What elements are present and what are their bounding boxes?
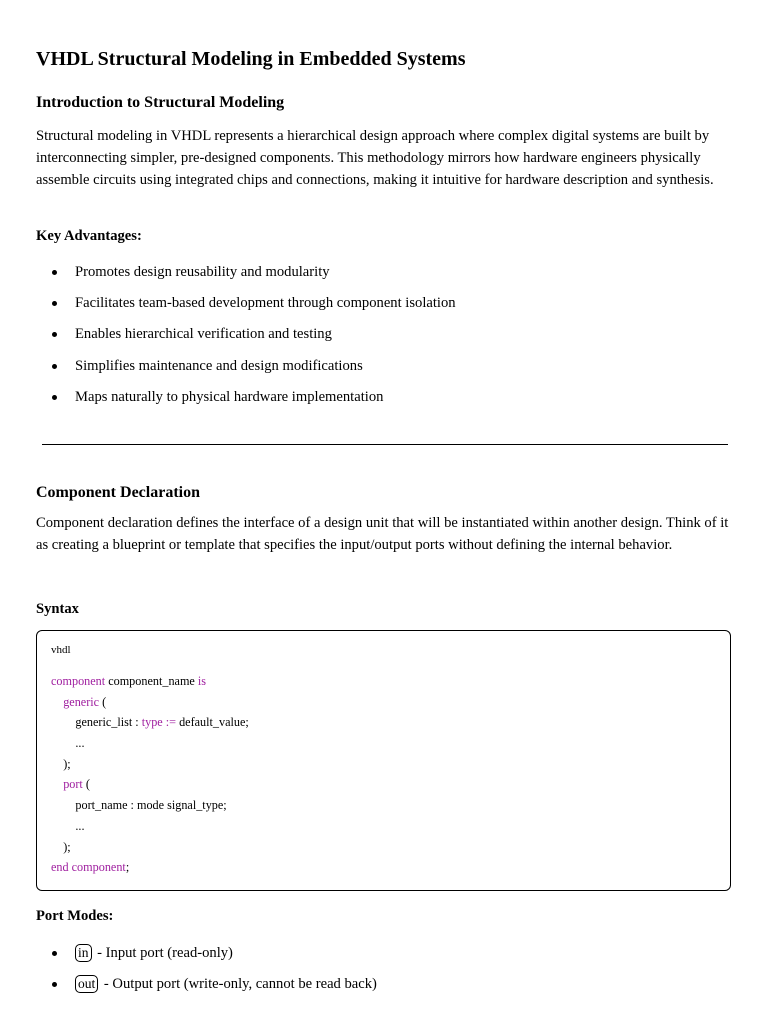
port-mode-code: out	[75, 975, 98, 993]
bullet-icon	[52, 301, 57, 306]
code-text: (	[99, 694, 107, 709]
list-item	[36, 324, 733, 355]
port-modes-list	[36, 943, 733, 1005]
code-text: ;	[125, 860, 130, 875]
code-text: default_value;	[176, 715, 249, 730]
code-line	[51, 671, 249, 692]
code-text: (	[82, 777, 90, 792]
section-divider	[42, 444, 728, 445]
code-text: ...	[51, 818, 85, 833]
code-line	[51, 733, 249, 754]
port-mode-description: - Input port (read-only)	[93, 945, 233, 961]
bullet-icon	[52, 982, 57, 987]
bullet-icon	[52, 364, 57, 369]
code-line	[51, 816, 249, 837]
component-heading: Component Declaration	[36, 484, 200, 501]
list-item	[36, 293, 733, 324]
code-keyword: end component	[51, 860, 126, 875]
intro-paragraph: Structural modeling in VHDL represents a hierarchical design approach where complex digital systems are built by interconnecting simpler, pre-designed components. This methodology mirrors how hardware engineers physically assemble circuits using integrated chips and connections, making it intuitive for hardware description and synthesis.	[36, 128, 714, 188]
code-text: port_name : mode signal_type;	[51, 798, 227, 813]
list-item-text: Facilitates team-based development through component isolation	[75, 295, 456, 312]
code-indent	[51, 695, 63, 709]
bullet-icon	[52, 270, 57, 275]
code-text: );	[51, 756, 71, 771]
code-line	[51, 795, 249, 816]
component-paragraph: Component declaration defines the interface of a design unit that will be instantiated within another design. Think of it as creating a blueprint or template that specifies the input/output ports without defining the internal behavior.	[36, 515, 729, 553]
list-item	[36, 943, 733, 974]
code-line	[51, 837, 249, 858]
advantages-label: Key Advantages:	[36, 228, 142, 244]
code-content	[51, 671, 249, 878]
list-item	[36, 356, 733, 387]
code-text: );	[51, 839, 71, 854]
list-item	[36, 974, 733, 1005]
code-keyword: type	[141, 715, 163, 730]
port-modes-label: Port Modes:	[36, 908, 114, 924]
code-line	[51, 774, 249, 795]
page-title: VHDL Structural Modeling in Embedded Systems	[36, 48, 466, 70]
code-indent	[51, 777, 63, 791]
advantages-list	[36, 262, 733, 418]
bullet-icon	[52, 332, 57, 337]
intro-heading: Introduction to Structural Modeling	[36, 94, 285, 111]
code-text: generic_list :	[51, 715, 142, 730]
list-item	[36, 262, 733, 293]
code-operator: :=	[165, 715, 177, 730]
code-keyword: generic	[63, 694, 100, 709]
list-item	[36, 387, 733, 418]
code-line	[51, 692, 249, 713]
list-item-text: Enables hierarchical verification and testing	[75, 326, 332, 343]
list-item-text: Promotes design reusability and modularity	[75, 264, 330, 280]
code-line	[51, 712, 249, 733]
port-mode-description: - Output port (write-only, cannot be read back)	[100, 976, 377, 993]
code-text: component_name	[105, 674, 198, 688]
code-language-label: vhdl	[51, 644, 71, 656]
code-keyword: component	[51, 674, 106, 688]
list-item-text: Maps naturally to physical hardware implementation	[75, 388, 384, 405]
bullet-icon	[52, 395, 57, 400]
code-keyword: is	[197, 674, 207, 688]
code-text: ...	[51, 736, 85, 751]
code-line	[51, 754, 249, 775]
port-mode-code: in	[75, 944, 92, 962]
bullet-icon	[52, 951, 57, 956]
code-block	[36, 630, 731, 891]
syntax-label: Syntax	[36, 601, 79, 617]
code-line	[51, 857, 249, 878]
list-item-text: Simplifies maintenance and design modifications	[75, 357, 363, 374]
code-keyword: port	[63, 777, 83, 792]
